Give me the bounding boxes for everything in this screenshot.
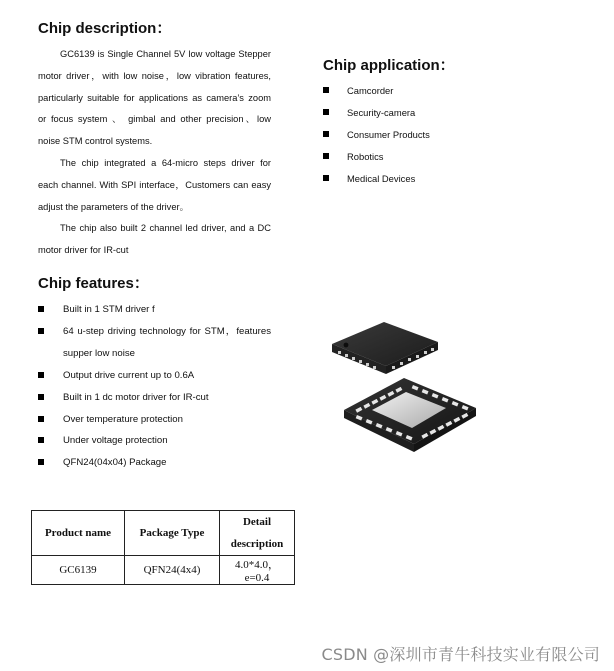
application-item: Camcorder (323, 80, 523, 102)
application-item: Security-camera (323, 102, 523, 124)
bullet-square-icon (38, 437, 44, 443)
table-header-row (32, 511, 295, 556)
qfn24-chip-icon (326, 318, 484, 468)
cell-product-name: GC6139 (32, 556, 125, 585)
bullet-square-icon (38, 459, 44, 465)
bullet-square-icon (323, 87, 329, 93)
feature-item: Over temperature protection (38, 409, 271, 431)
chip-bottom-view (344, 378, 476, 452)
features-list (38, 299, 271, 474)
application-item: Robotics (323, 146, 523, 168)
feature-item: Output drive current up to 0.6A (38, 365, 271, 387)
chip-top-view (332, 322, 438, 374)
header-detail-description: Detail description (220, 511, 295, 556)
bullet-square-icon (38, 328, 44, 334)
spec-table (31, 510, 295, 585)
application-item: Consumer Products (323, 124, 523, 146)
description-paragraph-3: The chip also built 2 channel led driver, and a DC motor driver for IR-cut (38, 223, 271, 256)
bullet-square-icon (323, 131, 329, 137)
header-package-type: Package Type (125, 511, 220, 556)
bullet-square-icon (323, 175, 329, 181)
cell-detail: 4.0*4.0，e=0.4 (220, 556, 295, 585)
bullet-square-icon (38, 306, 44, 312)
bullet-square-icon (38, 394, 44, 400)
description-body (38, 44, 271, 262)
cell-package-type: QFN24(4x4) (125, 556, 220, 585)
chip-illustration (326, 318, 484, 468)
bullet-square-icon (323, 153, 329, 159)
application-title: Chip application： (323, 57, 455, 74)
header-product-name: Product name (32, 511, 125, 556)
feature-item: QFN24(04x04) Package (38, 452, 271, 474)
application-list (323, 80, 523, 190)
table-row (32, 556, 295, 585)
application-item: Medical Devices (323, 168, 523, 190)
feature-item: Under voltage protection (38, 430, 271, 452)
bullet-square-icon (323, 109, 329, 115)
feature-item: 64 u-step driving technology for STM，features supper low noise (38, 321, 271, 365)
description-title: Chip description： (38, 20, 172, 37)
watermark: CSDN @深圳市青牛科技实业有限公司 (321, 645, 600, 664)
features-title: Chip features： (38, 275, 149, 292)
bullet-square-icon (38, 372, 44, 378)
description-paragraph-2: The chip integrated a 64-micro steps driver for each channel. With SPI interface，Customers can easy adjust the parameters of the driver。 (38, 157, 271, 212)
feature-item: Built in 1 dc motor driver for IR-cut (38, 387, 271, 409)
bullet-square-icon (38, 416, 44, 422)
feature-item: Built in 1 STM driver f (38, 299, 271, 321)
description-paragraph-1: GC6139 is Single Channel 5V low voltage Stepper motor driver，with low noise，low vibration features, particularly suitable for applications as camera’s zoom or focus system 、 gimbal and other precision、low noise STM control systems. (38, 49, 271, 147)
